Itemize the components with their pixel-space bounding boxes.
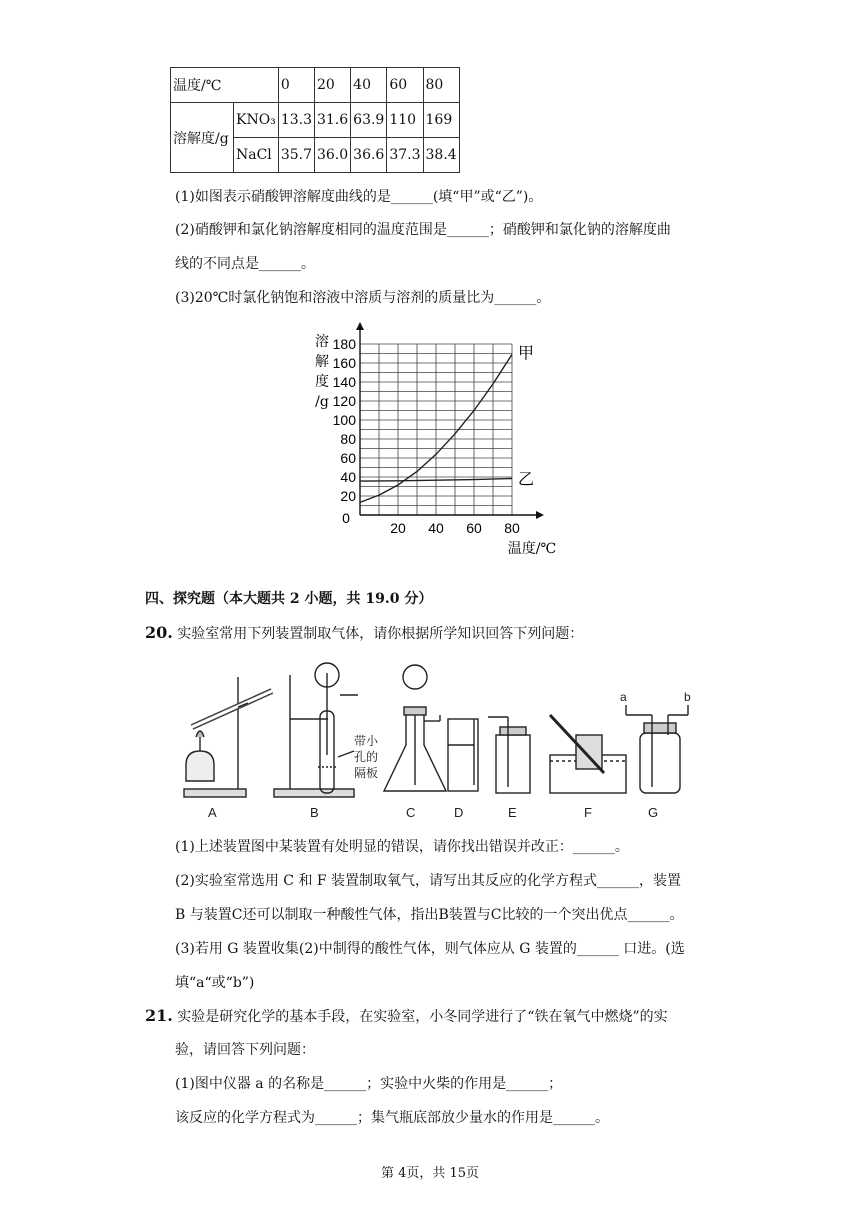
question-stem: 实验是研究化学的基本手段，在实验室，小冬同学进行了“铁在氧气中燃烧”的实: [177, 1009, 668, 1025]
apparatus-d: [448, 719, 478, 791]
apparatus-f: [550, 715, 626, 793]
q19-part1: (1)如图表示硝酸钾溶解度曲线的是______(填“甲”或“乙”)。: [175, 189, 543, 205]
table-row: [171, 68, 460, 103]
y-tick-label: 160: [332, 355, 356, 371]
table-cell: 40: [351, 68, 387, 103]
figure-label: C: [406, 805, 416, 820]
x-tick-label: 80: [504, 520, 520, 536]
apparatus-figure: [178, 655, 698, 825]
figure-note: 孔的: [354, 750, 379, 764]
table-cell: 38.4: [423, 138, 459, 173]
table-cell: 37.3: [387, 138, 423, 173]
y-axis-label: /g: [315, 394, 329, 410]
table-cell: 31.6: [314, 103, 350, 138]
x-tick-label: 20: [390, 520, 406, 536]
apparatus-g: [626, 705, 688, 793]
table-row: [171, 103, 460, 138]
figure-label: D: [454, 805, 464, 820]
question-stem: 实验室常用下列装置制取气体，请你根据所学知识回答下列问题：: [177, 626, 584, 642]
q20-part1: (1)上述装置图中某装置有处明显的错误，请你找出错误并改正：______。: [175, 839, 629, 855]
q21-part1a: (1)图中仪器 a 的名称是______；实验中火柴的作用是______；: [175, 1076, 563, 1092]
section-heading: 四、探究题（本大题共 2 小题，共 19.0 分）: [145, 591, 433, 607]
y-tick-label: 100: [332, 412, 356, 428]
q19-part2a: (2)硝酸钾和氯化钠溶解度相同的温度范围是______；硝酸钾和氯化钠的溶解度曲: [175, 222, 671, 238]
temp-header: 温度/℃: [171, 68, 279, 103]
figure-label: B: [310, 805, 319, 820]
question-number: 20.: [145, 623, 173, 642]
q21-part1b: 该反应的化学方程式为______；集气瓶底部放少量水的作用是______。: [175, 1110, 609, 1126]
y-tick-label: 20: [340, 488, 356, 504]
apparatus-a: [184, 677, 272, 797]
figure-label: G: [648, 805, 659, 820]
apparatus-e: [488, 717, 530, 793]
table-cell: 80: [423, 68, 459, 103]
q19-part2b: 线的不同点是______。: [175, 256, 315, 272]
y-axis-label: 解: [315, 354, 329, 370]
table-cell: 20: [314, 68, 350, 103]
q20-part2b: B 与装置C还可以制取一种酸性气体，指出B装置与C比较的一个突出优点______。: [175, 907, 684, 923]
question-number: 21.: [145, 1006, 173, 1025]
table-cell: 169: [423, 103, 459, 138]
figure-label: E: [508, 805, 517, 820]
q20-part3b: 填“a“或“b”): [175, 975, 255, 991]
q20-part3a: (3)若用 G 装置收集(2)中制得的酸性气体，则气体应从 G 装置的______ 口进。(选: [175, 941, 685, 957]
q20-part2a: (2)实验室常选用 C 和 F 装置制取氧气，请写出其反应的化学方程式______，装置: [175, 873, 682, 889]
solubility-chart: [300, 318, 560, 554]
y-tick-label: 80: [340, 431, 356, 447]
table-cell: 60: [387, 68, 423, 103]
table-cell: 35.7: [278, 138, 314, 173]
x-axis-arrow: [536, 511, 544, 519]
q19-part3: (3)20℃时氯化钠饱和溶液中溶质与溶剂的质量比为______。: [175, 290, 551, 306]
series-label: 甲: [518, 343, 535, 363]
origin-label: 0: [342, 510, 350, 526]
y-axis-label: 溶: [315, 334, 329, 350]
port-label: b: [684, 690, 691, 704]
q21-stem-b: 验，请回答下列问题：: [175, 1042, 315, 1058]
figure-label: A: [208, 805, 217, 820]
y-tick-label: 120: [332, 393, 356, 409]
port-label: a: [620, 690, 627, 704]
series-label: 乙: [518, 469, 535, 489]
page-footer: 第 4页，共 15页: [380, 1166, 480, 1181]
table-cell: 36.6: [351, 138, 387, 173]
x-tick-label: 40: [428, 520, 444, 536]
y-tick-label: 40: [340, 469, 356, 485]
figure-note: 带小: [354, 734, 379, 748]
solubility-table: [170, 67, 460, 173]
table-cell: 63.9: [351, 103, 387, 138]
y-tick-label: 140: [332, 374, 356, 390]
figure-label: F: [584, 805, 592, 820]
y-tick-label: 60: [340, 450, 356, 466]
y-tick-label: 180: [332, 336, 356, 352]
apparatus-b: [274, 663, 358, 797]
table-cell: 0: [278, 68, 314, 103]
x-axis-label: 温度/℃: [507, 541, 557, 554]
table-cell: 13.3: [278, 103, 314, 138]
figure-note: 隔板: [354, 766, 379, 780]
table-cell: NaCl: [234, 138, 279, 173]
y-axis-label: 度: [315, 374, 329, 390]
table-cell: 110: [387, 103, 423, 138]
table-cell: 36.0: [314, 138, 350, 173]
y-axis-arrow: [356, 322, 364, 330]
x-tick-label: 60: [466, 520, 482, 536]
solubility-label: 溶解度/g: [171, 103, 234, 173]
table-cell: KNO₃: [234, 103, 279, 138]
apparatus-c: [384, 665, 446, 791]
